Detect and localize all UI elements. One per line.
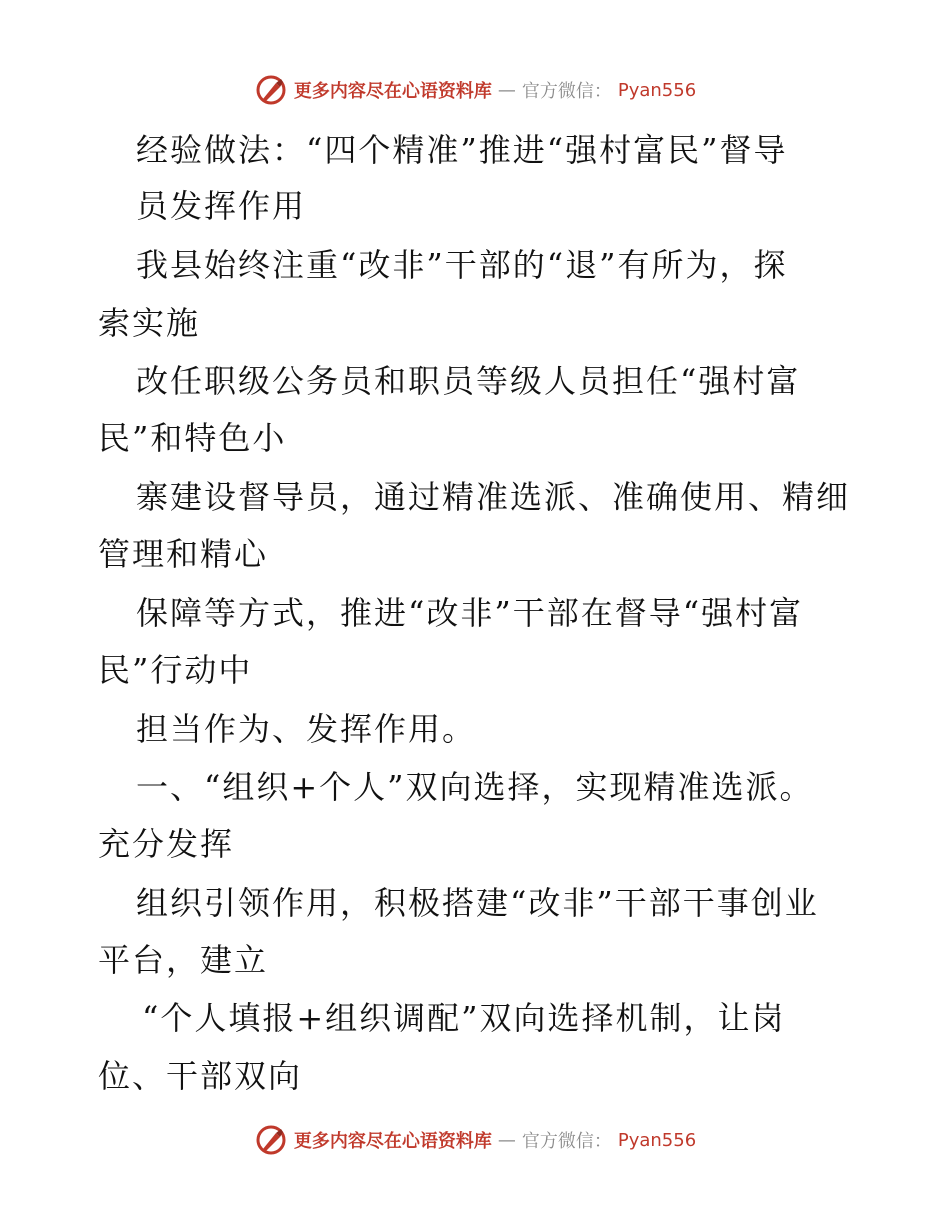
- watermark-header: [0, 72, 950, 108]
- text-line-1: 经验做法：“四个精准”推进“强村富民”督导: [136, 131, 788, 169]
- text-line-12: 一、“组织+个人”双向选择，实现精准选派。: [136, 768, 814, 806]
- watermark-channel-text: 官方微信：: [521, 81, 612, 102]
- watermark-footer: [0, 1122, 950, 1158]
- pen-nib-logo-icon: [254, 73, 288, 107]
- watermark-id-text: Pyan556: [617, 79, 697, 101]
- watermark-dash: —: [497, 79, 516, 101]
- text-line-9: 保障等方式，推进“改非”干部在督导“强村富: [136, 594, 804, 632]
- text-line-10: 民”行动中: [98, 651, 253, 689]
- watermark-dash: —: [497, 1129, 516, 1151]
- watermark-main-text: 更多内容尽在心语资料库: [293, 81, 492, 102]
- text-line-16: “个人填报+组织调配”双向选择机制，让岗: [142, 999, 786, 1037]
- watermark-id-text: Pyan556: [617, 1129, 697, 1151]
- text-line-6: 民”和特色小: [98, 419, 287, 457]
- text-line-11: 担当作为、发挥作用。: [136, 710, 477, 748]
- text-line-15: 平台，建立: [98, 941, 269, 979]
- text-line-13: 充分发挥: [98, 825, 235, 863]
- text-line-5: 改任职级公务员和职员等级人员担任“强村富: [136, 362, 801, 400]
- text-line-4: 索实施: [98, 304, 201, 342]
- watermark-main-text: 更多内容尽在心语资料库: [293, 1131, 492, 1152]
- text-line-7: 寨建设督导员，通过精准选派、准确使用、精细: [136, 478, 851, 516]
- watermark-channel-text: 官方微信：: [521, 1131, 612, 1152]
- text-line-3: 我县始终注重“改非”干部的“退”有所为，探: [136, 246, 788, 284]
- text-line-8: 管理和精心: [98, 535, 269, 573]
- text-line-2: 员发挥作用: [136, 187, 307, 225]
- pen-nib-logo-icon: [254, 1123, 288, 1157]
- text-line-17: 位、干部双向: [98, 1057, 303, 1095]
- text-line-14: 组织引领作用，积极搭建“改非”干部干事创业: [136, 884, 819, 922]
